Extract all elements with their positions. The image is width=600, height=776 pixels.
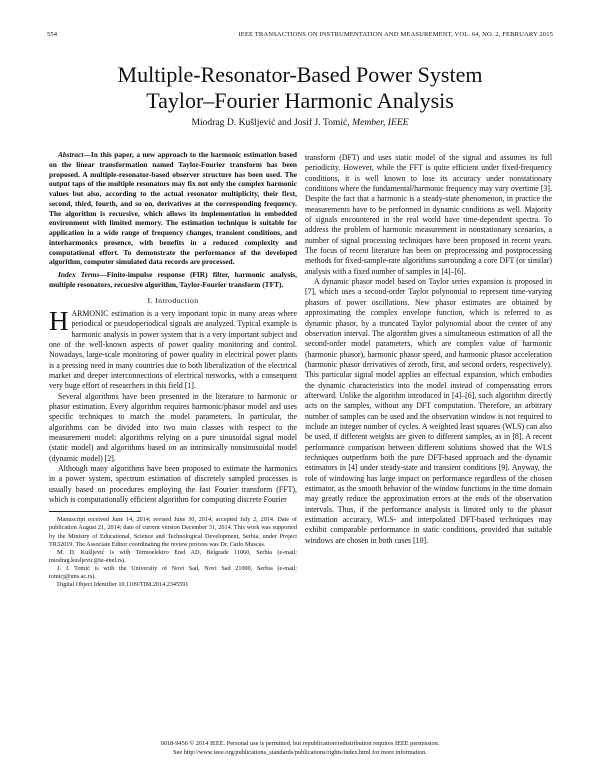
author-names: Miodrag D. Kušljević and Josif J. Tomić, [191,117,350,128]
title-line-2: Taylor–Fourier Harmonic Analysis [146,88,454,113]
footnote-author-1: M. D. Kušljević is with Termoelektro Enel AD, Belgrade 11060, Serbia (e-mail: miodrag.kusljevic@te-enel.rs). [49,548,297,564]
running-header [47,31,553,43]
footnote-received: Manuscript received June 14, 2014; revised June 30, 2014; accepted July 2, 2014. Date of publication August 21, 2014; date of current version December 31, 2014. This work was supported by the Ministry of Educational, Science and Technological Development, Serbia, under Project TR32019. The Associate Editor coordinating the review process was Dr. Carlo Muscas. [49,516,297,548]
index-terms [49,270,297,290]
abstract-lead: Abstract— [58,150,91,159]
intro-paragraph-1 [49,305,297,392]
intro-paragraph-3: Although many algorithms have been proposed to estimate the harmonics in a power system, spectrum estimation of discretely sampled processes is usually based on procedures employing the fast Fourier transform (FFT), which is computationally efficient algorithm for computing discrete Fourier [49,464,297,505]
right-paragraph-2: A dynamic phasor model based on Taylor series expansion is proposed in [7], which uses a second-order Taylor polynomial to represent time-varying phasors of power oscillations. New phasor estimates are obtained by approximating the complex envelope function, which is referred to as dynamic phasor, by a truncated Taylor polynomial about the center of any observation interval. The algorithm gives a simultaneous estimation of all the second-order model parameters, which are complex value of harmonic (harmonic phasor), harmonic phasor speed, and harmonic phasor acceleration (harmonic phasor derivatives of zeroth, first, and second orders, respectively). This particular signal model applies an effectual expansion, which embodies the dynamic characteristics into the model instead of compensating errors afterward. Unlike the algorithm introduced in [4]–[6], such algorithm directly acts on the samples, without any DFT computation. Therefore, an arbitrary number of samples can be used and the observation window is not required to include an integer number of cycles. A weighted least squares (WLS) can also be used, if different weights are given to different samples, as in [8]. A recent performance comparison between different solutions showed that the WLS techniques outperform both the pure DFT-based approach and the dynamic estimators in [4] under steady-state and transient conditions [9]. Anyway, the role of windowing has large impact on performance regardless of the chosen estimator, as the smooth behavior of the window functions in the time domain may greatly reduce the approximation errors at the ends of the observation intervals. Thus, if the performance analysis is limited only to the phasor estimation accuracy, WLS- and interpolated DFT-based techniques may exhibit comparable performance in static conditions, provided that suitable windows are chosen in both cases [10]. [305,277,552,545]
intro-paragraph-1-text: ARMONIC estimation is a very important topic in many areas where periodical or pseudoperiodical signals are analyzed. Typical example is harmonic analysis in power system that is a very important subject and one of the well-known aspects of power quality monitoring and control. Nowadays, large-scale monitoring of power quality in electrical power plants is a pressing need in many countries due to both liberalization of the electrical market and deeper interconnections of electrical networks, with a consequent very huge effort of researchers in this field [1]. [49,308,297,391]
right-paragraph-1: transform (DFT) and uses static model of the signal and assumes its full periodicity. However, while the FFT is quite efficient under fixed-frequency conditions, it is well known to lose its accuracy under nonstationary conditions where the fundamental/harmonic frequency may vary overtime [3]. Despite the fact that a harmonic is a steady-state phenomenon, in practice the measurements have to be performed in dynamic conditions as well. Majority of signals encountered in the real world have time-dependent spectra. To address the problem of harmonic measurement in nonstationary scenarios, a number of signal processing techniques have been proposed in recent years. The focus of recent literature has been on preprocessing and postprocessing methods for fixed-sample-rate algorithms surrounding a core DFT (or similar) analysis with a fixed number of samples in [4]–[6]. [305,153,552,276]
left-column [49,150,297,589]
footer-line-2: See http://www.ieee.org/publications_standards/publications/rights/index.html for more information. [173,748,427,756]
abstract-text: In this paper, a new approach to the harmonic estimation based on the linear transformation named Taylor-Fourier transform has been proposed. A multiple-resonator-based observer structure has been used. The output taps of the multiple resonators may fix not only the complex harmonic values but also, according to the actual resonator multiplicity, their first, second, third, fourth, and so on, derivatives at the corresponding frequency. The algorithm is recursive, which allows its implementation in embedded environment with limited memory. The estimation technique is suitable for application in a wide range of frequency changes, transient conditions, and interharmonics presence, with benefits in a reduced complexity and computational effort. To demonstrate the performance of the developed algorithm, computer simulated data records are processed. [49,150,297,267]
drop-cap: H [49,305,69,336]
index-terms-lead: Index Terms— [58,270,107,279]
author-membership: Member, IEEE [352,117,409,128]
footnote-author-2: J. J. Tomić is with the University of Novi Sad, Novi Sad 21000, Serbia (e-mail: tomicj@uns.ac.rs). [49,564,297,581]
abstract [49,150,297,267]
section-heading: I. Introduction [147,295,199,305]
footer-line-1: 0018-9456 © 2014 IEEE. Personal use is permitted, but republication/redistribution requires IEEE permission. [160,740,440,747]
intro-paragraph-2: Several algorithms have been presented in the literature to harmonic or phasor estimation. Every algorithm requires harmonic/phasor model and uses specific techniques to match the model parameters. In particular, the algorithms can be divided into two main classes with respect to the measurement model: algorithms relying on a pure sinusoidal signal model (static model) and algorithms based on an intrinsically nonsinusoidal model (dynamic model) [2]. [49,391,297,463]
footnote-doi: Digital Object Identifier 10.1109/TIM.2014.2345591 [57,581,189,589]
journal-name: IEEE TRANSACTIONS ON INSTRUMENTATION AND MEASUREMENT, VOL. 64, NO. 2, FEBRUARY 2015 [238,31,553,38]
right-column [305,153,552,546]
author-line [40,117,560,128]
footnote-rule [49,511,141,512]
copyright-footer [40,740,560,757]
index-terms-text: Finite-impulse response (FIR) filter, harmonic analysis, multiple resonators, recursive algorithm, Taylor-Fourier transform (TFT). [49,270,297,289]
paper-title [40,62,560,114]
title-line-1: Multiple-Resonator-Based Power System [117,62,483,87]
page-number: 554 [47,31,58,38]
